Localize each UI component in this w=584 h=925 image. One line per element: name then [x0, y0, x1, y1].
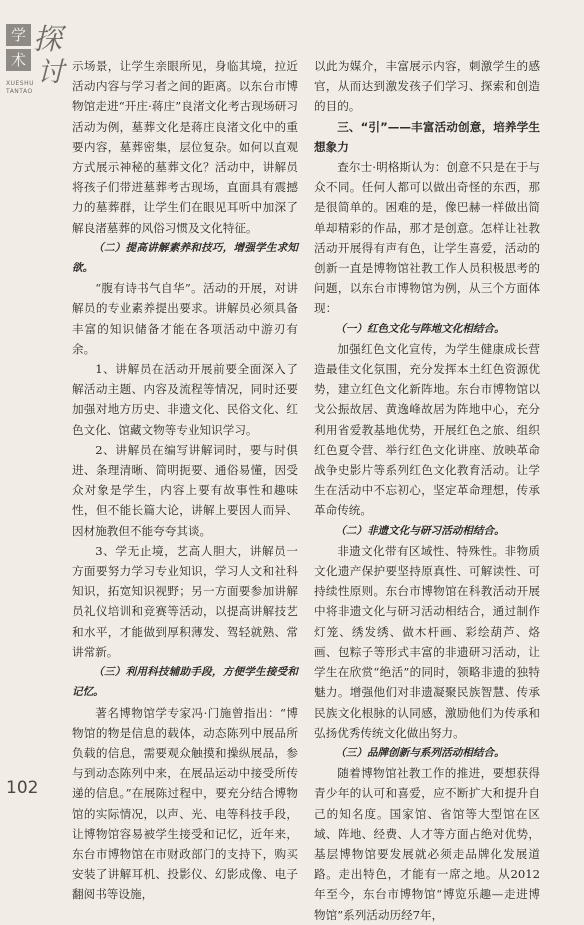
logo-pinyin-tantao: TANTAO — [6, 88, 33, 95]
logo-pinyin — [6, 80, 34, 96]
section-heading: 三、“引”——丰富活动创意，培养学生想象力 — [314, 119, 540, 154]
subsection-heading: （二）提高讲解素养和技巧，增强学生求知欲。 — [72, 241, 298, 275]
subsection-heading: （三）利用科技辅助手段，方便学生接受和记忆。 — [72, 666, 298, 699]
paragraph: 著名博物馆学专家冯·门施曾指出：“博物馆的物是信息的载体，动态陈列中展品所负载的信息，需要观众触摸和操纵展品，参与到动态陈列中来，在展品运动中接受所传递的信息。”在展陈过程中，要充分结合博物馆的实际情况，以声、光、电等科技手段，让博物馆容易被学生接受和记忆，近年来，东台市博物馆在市财政部门的支持下，购买安装了讲解耳机、投影仪、幻影成像、电子翻阅书等设施， — [72, 705, 298, 902]
logo-pinyin-xueshu: XUESHU — [6, 80, 35, 87]
page-number: 102 — [6, 778, 39, 798]
right-column — [314, 56, 540, 925]
logo-char-tao: 讨 — [37, 57, 64, 88]
logo-char-xue: 学 — [6, 24, 31, 46]
paragraph: 加强红色文化宣传，为学生健康成长营造最佳文化氛围，充分发挥本土红色资源优势，建立红色文化新阵地。东台市博物馆以戈公振故居、黄逸峰故居为阵地中心，充分利用省爱教基地优势，开展红色之旅、组织红色夏令营、举行红色文化讲座、放映革命战争史影片等系列红色文化教育活动。让学生在活动中不忘初心，坚定革命理想，传承革命传统。 — [314, 341, 540, 518]
logo-char-shu: 术 — [6, 49, 31, 71]
subsection-heading: （一）红色文化与阵地文化相结合。 — [335, 322, 505, 335]
paragraph: 3、学无止境，艺高人胆大，讲解员一方面要努力学习专业知识，学习人文和社科知识，拓宽知识视野；另一方面要参加讲解员礼仪培训和竞赛等活动，以提高讲解技艺和水平，才能做到厚积薄发、驾轻就熟、常讲常新。 — [72, 543, 298, 659]
subsection-heading: （三）品牌创新与系列活动相结合。 — [335, 746, 505, 759]
paragraph: 1、讲解员在活动开展前要全面深入了解活动主题、内容及流程等情况，同时还要加强对地方历史、非遗文化、民俗文化、红色文化、馆藏文物等专业知识学习。 — [72, 362, 298, 437]
paragraph: “腹有诗书气自华”。活动的开展，对讲解员的专业素养提出要求。讲解员必须具备丰富的知识储备才能在各项活动中游刃有余。 — [72, 281, 298, 356]
paragraph: 示场景，让学生亲眼所见，身临其境，拉近活动内容与学习者之间的距离。以东台市博物馆走进“开庄·蒋庄”良渚文化考古现场研习活动为例，墓葬文化是蒋庄良渚文化中的重要内容，墓葬密集，层位复杂。如何以直观方式展示神秘的墓葬文化？活动中，讲解员将孩子们带进墓葬考古现场，直面具有震撼力的墓葬群，让学生们在眼见耳听中加深了解良渚墓葬的风俗习惯及文化特征。 — [72, 59, 298, 235]
paragraph: 以此为媒介，丰富展示内容，刺激学生的感官，从而达到激发孩子们学习、探索和创造的目的。 — [314, 59, 540, 114]
subsection-heading: （二）非遗文化与研习活动相结合。 — [335, 524, 505, 537]
paragraph: 2、讲解员在编写讲解词时，要与时俱进、条理清晰、简明扼要、通俗易懂，因受众对象是学生，内容上要有故事性和趣味性，但不能长篇大论，讲解上要因人而异、因材施教但不能夸夸其谈。 — [72, 442, 298, 538]
paragraph: 随着博物馆社教工作的推进，要想获得青少年的认可和喜爱，应不断扩大和提升自己的知名度。国家馆、省馆等大型馆在区域、阵地、经费、人才等方面占绝对优势，基层博物馆要发展就必须走品牌化发展道路。走出特色，才能有一席之地。从2012年至今，东台市博物馆“博览乐趣—走进博物馆”系列活动历经7年， — [314, 766, 540, 922]
paragraph: 非遗文化带有区域性、特殊性。非物质文化遗产保护要坚持原真性、可解读性、可持续性原则。东台市博物馆在科教活动开展中将非遗文化与研习活动相结合，通过制作灯笼、绣发绣、做木杆画、彩绘葫芦、烙画、包粽子等形式丰富的非遗研习活动，让学生在欣赏“绝活”的同时，领略非遗的独特魅力。增强他们对非遗凝聚民族智慧、传承民族文化根脉的认同感，激励他们为传承和弘扬优秀传统文化做出努力。 — [314, 543, 540, 740]
section-logo — [6, 24, 64, 98]
logo-char-tan: 探 — [33, 22, 63, 56]
left-column — [72, 56, 298, 905]
paragraph: 查尔士·明格斯认为：创意不只是在于与众不同。任何人都可以做出奇怪的东西，那是很简单的。困难的是，像巴赫一样做出简单却精彩的作品，那才是创意。怎样让社教活动开展得有声有色，让学生喜爱，活动的创新一直是博物馆社教工作人员积极思考的问题，以东台市博物馆为例，从三个方面体现： — [314, 160, 540, 316]
